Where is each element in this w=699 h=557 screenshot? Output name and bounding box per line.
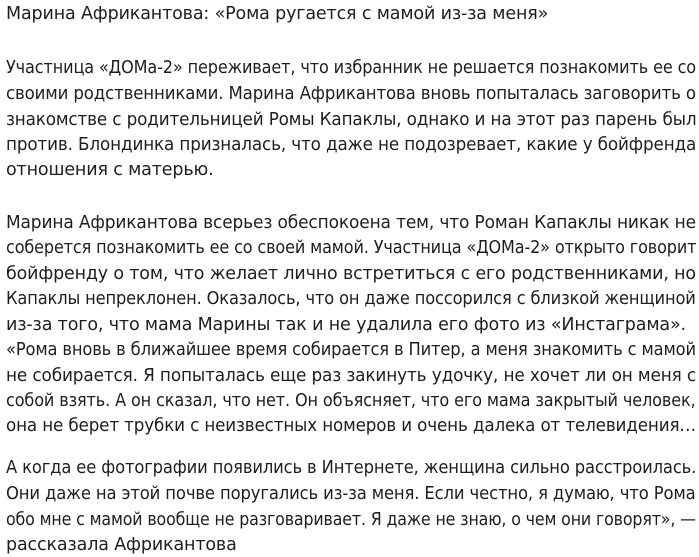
paragraph-line: своими родственниками. Марина Африкантова вновь попыталась заговорить о (6, 84, 696, 104)
paragraph-line: Они даже на этой почве поругались из-за меня. Если честно, я думаю, что Рома (6, 484, 696, 504)
paragraph-line: Участница «ДОМа-2» переживает, что избранник не решается познакомить ее со (6, 58, 697, 78)
article-title: Марина Африкантова: «Рома ругается с мамой из-за меня» (6, 4, 549, 24)
paragraph-line: рассказала Африкантова (6, 535, 237, 555)
paragraph-line: соберется познакомить ее со своей мамой. Участница «ДОМа-2» открыто говорит (6, 238, 697, 258)
paragraph-line: Капаклы непреклонен. Оказалось, что он даже поссорился с близкой женщиной (6, 289, 696, 309)
paragraph-line: Марина Африкантова всерьез обеспокоена тем, что Роман Капаклы никак не (6, 213, 696, 233)
paragraph-line: не собирается. Я попыталась еще раз закинуть удочку, не хочет ли он меня с (6, 366, 696, 386)
paragraph-line: из-за того, что мама Марины так и не удалила его фото из «Инстаграма». (6, 315, 686, 335)
paragraph-line: обо мне с мамой вообще не разговаривает. Я даже не знаю, о чем они говорят», — (6, 510, 696, 530)
paragraph-line: против. Блондинка призналась, что даже не подозревает, какие у бойфренда (6, 135, 697, 155)
paragraph-line: отношения с матерью. (6, 160, 214, 180)
paragraph-line: «Рома вновь в ближайшее время собирается в Питер, а меня знакомить с мамой (6, 340, 696, 360)
paragraph-line: знакомстве с родительницей Ромы Капаклы, однако и на этот раз парень был (6, 110, 697, 130)
paragraph-line: А когда ее фотографии появились в Интернете, женщина сильно расстроилась. (6, 458, 697, 478)
paragraph-line: бойфренду о том, что желает лично встретиться с его родственниками, но (6, 264, 696, 284)
paragraph-line: собой взять. А он сказал, что нет. Он объясняет, что его мама закрытый человек, (6, 391, 696, 411)
paragraph-line: она не берет трубки с неизвестных номеров и очень далека от телевидения… (6, 416, 696, 436)
